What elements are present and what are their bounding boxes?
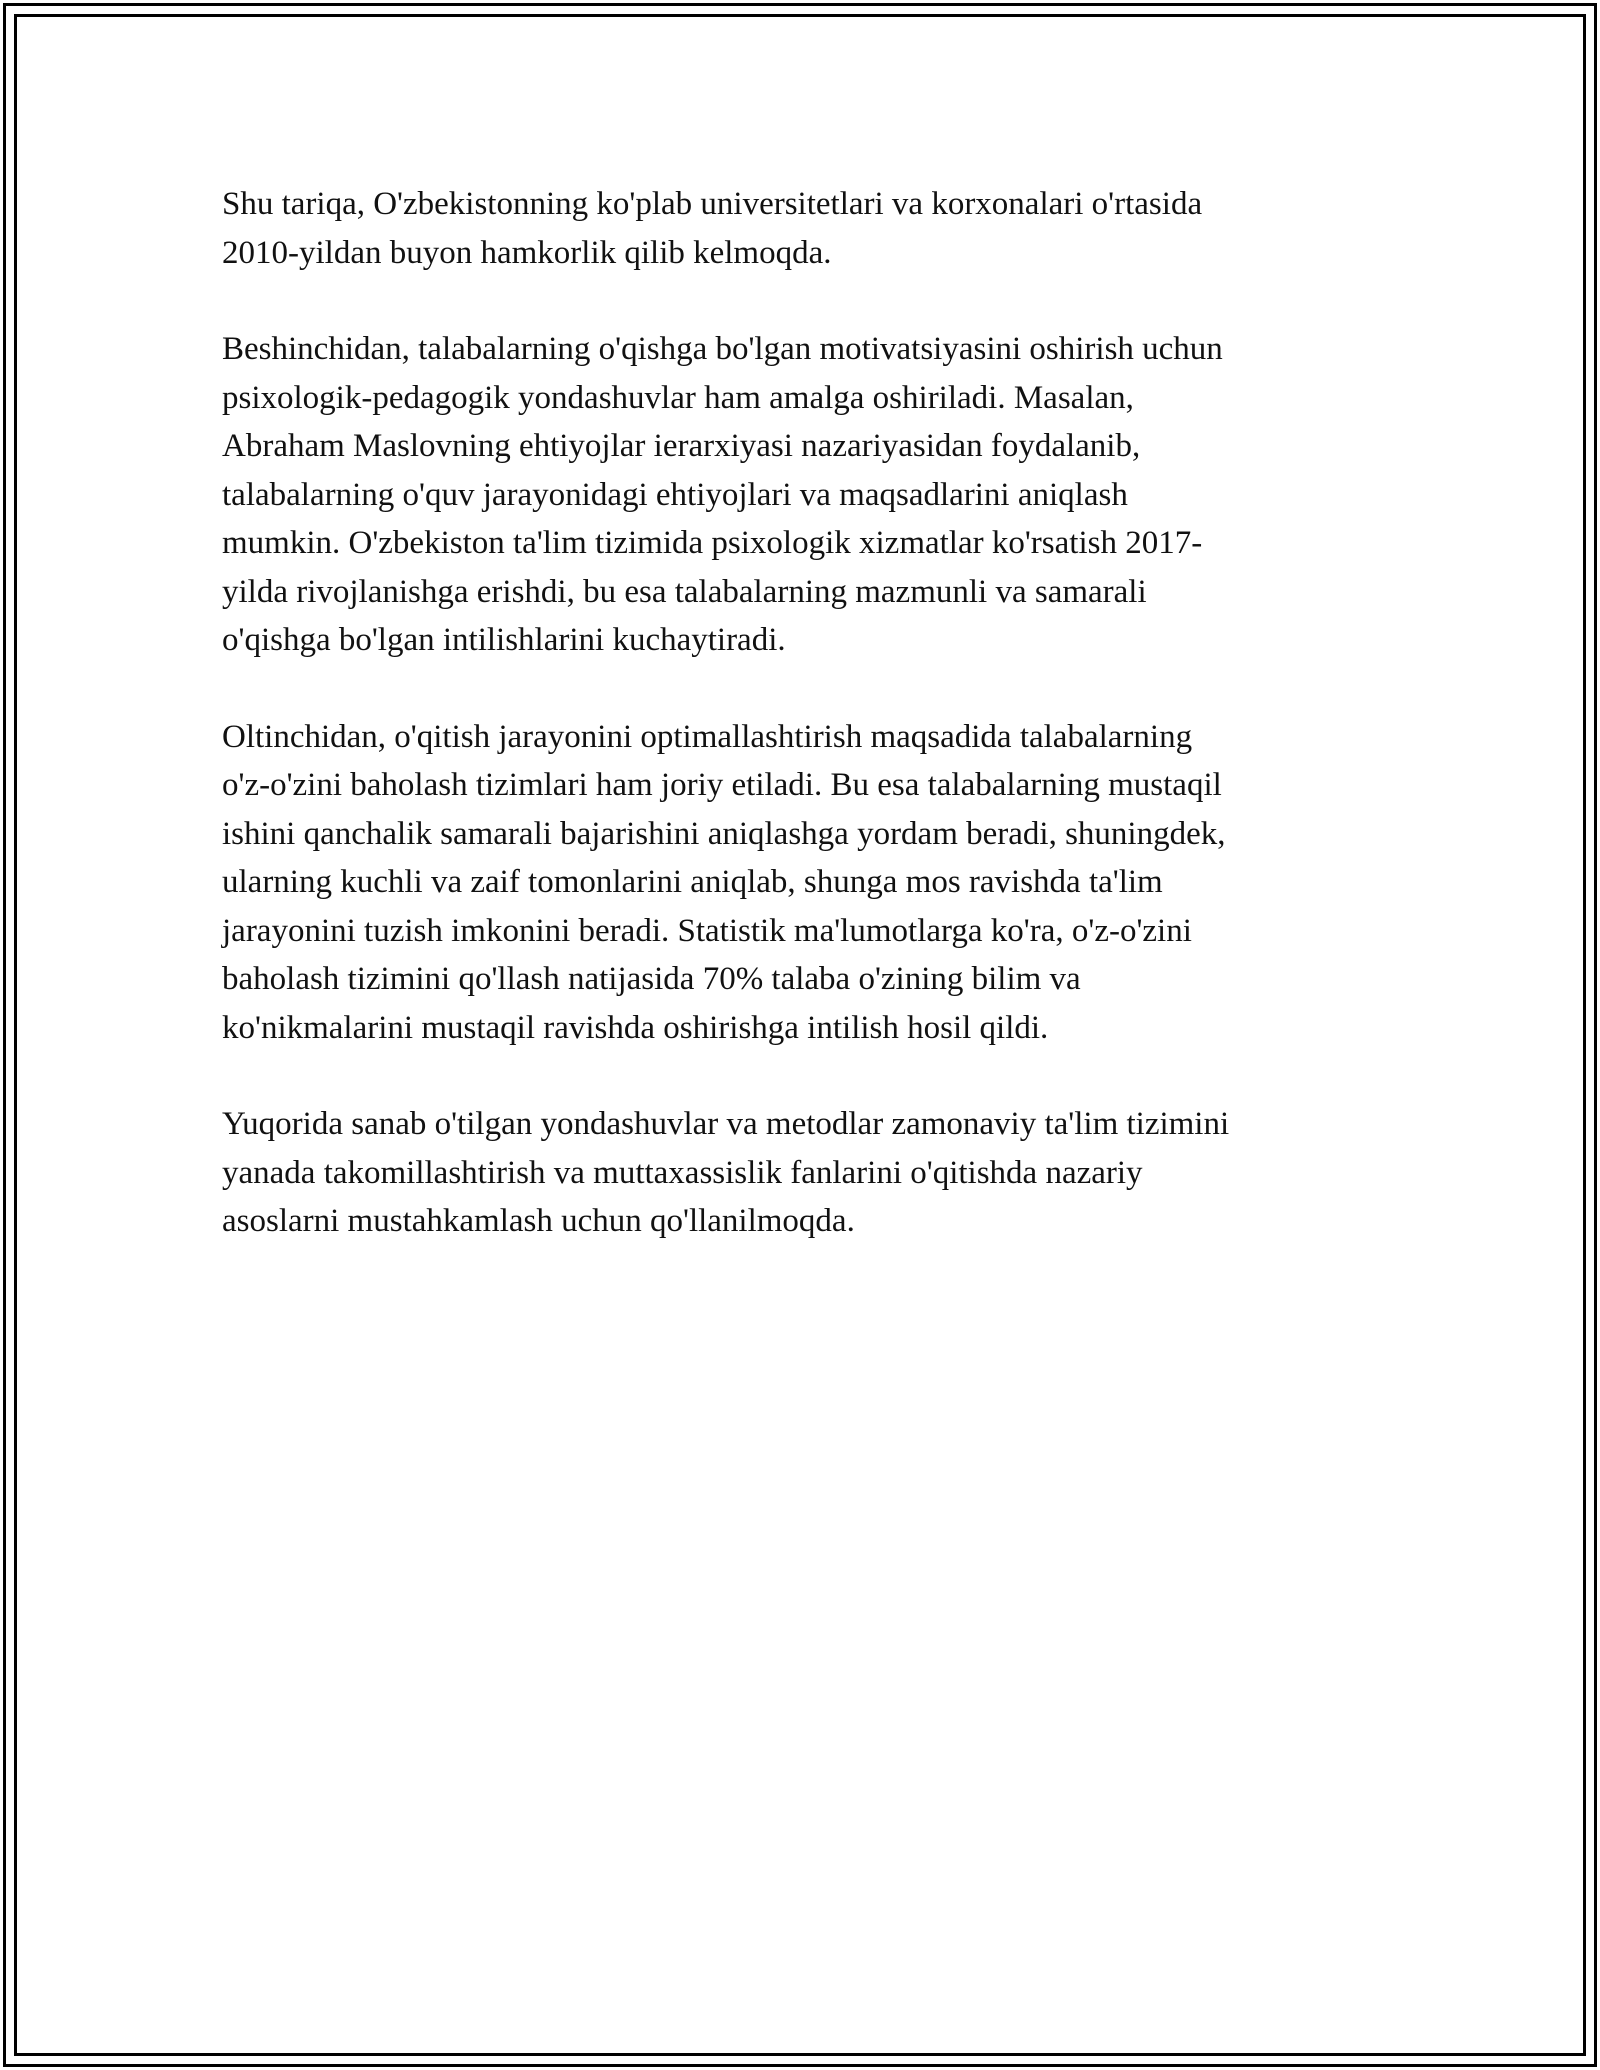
paragraph-self-assessment: Oltinchidan, o'qitish jarayonini optimallashtirish maqsadida talabalarning o'z-o'zini baholash tizimlari ham joriy etiladi. Bu esa talabalarning mustaqil ishini qanchalik samarali bajarishini aniqlashga yordam beradi, shuningdek, ularning kuchli va zaif tomonlarini aniqlab, shunga mos ravishda ta'lim jarayonini tuzish imkonini beradi. Statistik ma'lumotlarga ko'ra, o'z-o'zini baholash tizimini qo'llash natijasida 70% talaba o'zining bilim va ko'nikmalarini mustaqil ravishda oshirishga intilish hosil qildi.	[222, 718, 1226, 1046]
paragraph-conclusion: Yuqorida sanab o'tilgan yondashuvlar va metodlar zamonaviy ta'lim tizimini yanada takomillashtirish va muttaxassislik fanlarini o'qitishda nazariy asoslarni mustahkamlash uchun qo'llanilmoqda.	[222, 1106, 1230, 1239]
paragraph-motivation: Beshinchidan, talabalarning o'qishga bo'lgan motivatsiyasini oshirish uchun psixologik-pedagogik yondashuvlar ham amalga oshiriladi. Masalan, Abraham Maslovning ehtiyojlar ierarxiyasi nazariyasidan foydalanib, talabalarning o'quv jarayonidagi ehtiyojlari va maqsadlarini aniqlash mumkin. O'zbekiston ta'lim tizimida psixologik xizmatlar ko'rsatish 2017- yilda rivojlanishga erishdi, bu esa talabalarning mazmunli va samarali o'qishga bo'lgan intilishlarini kuchaytiradi.	[222, 331, 1223, 658]
paragraph-cooperation: Shu tariqa, O'zbekistonning ko'plab universitetlari va korxonalari o'rtasida 2010-yildan buyon hamkorlik qilib kelmoqda.	[222, 186, 1203, 271]
document-body	[222, 180, 1392, 1294]
